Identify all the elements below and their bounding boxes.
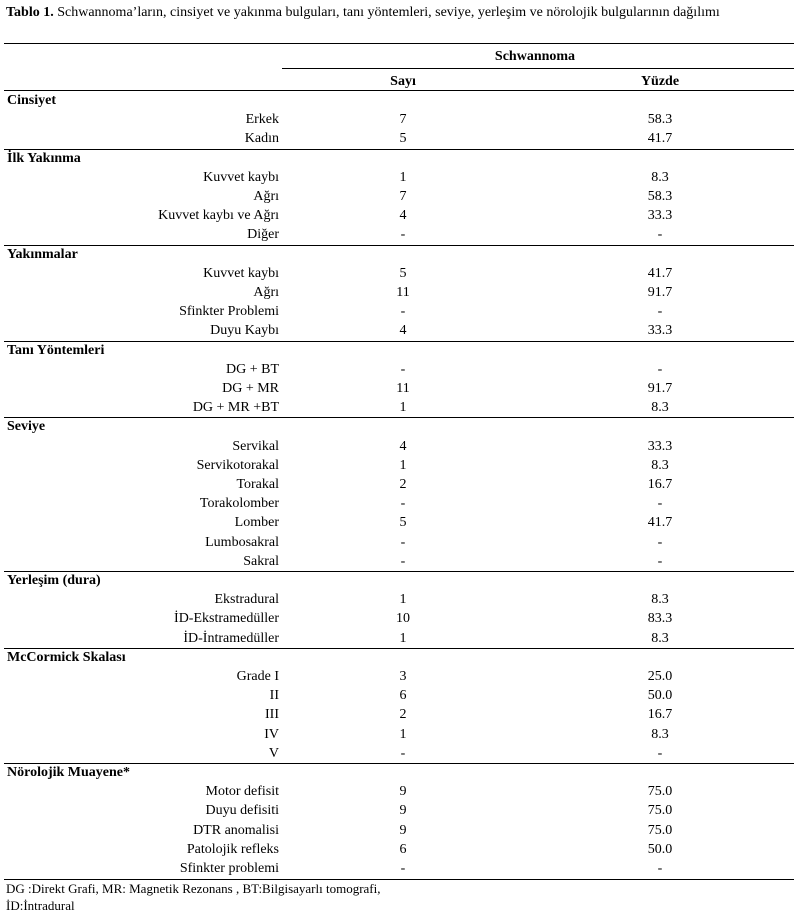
row-count: - <box>400 496 406 511</box>
row-count: - <box>400 304 406 319</box>
table-row <box>0 590 800 609</box>
row-count: 1 <box>399 592 407 607</box>
row-label: DG + MR <box>222 381 279 396</box>
row-count: 4 <box>399 439 407 454</box>
table-row <box>0 187 800 206</box>
row-label: Servikal <box>232 439 279 454</box>
table-row <box>0 437 800 456</box>
row-count: 11 <box>396 381 410 396</box>
table-row <box>0 398 800 417</box>
row-label: Ekstradural <box>214 592 279 607</box>
row-percent: 58.3 <box>647 112 673 127</box>
table-caption-label: Tablo 1. <box>6 5 54 20</box>
row-percent: 8.3 <box>651 400 669 415</box>
row-percent: 25.0 <box>647 669 673 684</box>
table-caption-text: Schwannoma’ların, cinsiyet ve yakınma bulguları, tanı yöntemleri, seviye, yerleşim ve nörolojik bulgularının dağılımı <box>53 5 720 20</box>
row-label: Motor defisit <box>205 784 279 799</box>
row-label: Ağrı <box>253 285 279 300</box>
row-percent: - <box>657 304 663 319</box>
row-percent: 33.3 <box>647 439 673 454</box>
row-percent: - <box>657 362 663 377</box>
row-label: Lumbosakral <box>205 535 279 550</box>
section-header-row <box>0 341 800 360</box>
table-row <box>0 302 800 321</box>
section-title: McCormick Skalası <box>7 650 126 665</box>
table-row <box>0 667 800 686</box>
row-count: 1 <box>399 400 407 415</box>
table-row <box>0 456 800 475</box>
table-row <box>0 168 800 187</box>
row-count: 2 <box>399 477 407 492</box>
section-title: Seviye <box>7 419 46 434</box>
row-label: Sfinkter Problemi <box>179 304 279 319</box>
row-label: Patolojik refleks <box>186 842 279 857</box>
row-count: 7 <box>399 112 407 127</box>
row-count: 5 <box>399 515 407 530</box>
row-label: Duyu defisiti <box>205 803 279 818</box>
column-group-header: Schwannoma <box>494 49 576 64</box>
table-row <box>0 686 800 705</box>
table-row <box>0 360 800 379</box>
row-count: 1 <box>399 170 407 185</box>
row-percent: 50.0 <box>647 688 673 703</box>
table-row <box>0 283 800 302</box>
section-header-row <box>0 149 800 168</box>
row-label: II <box>269 688 279 703</box>
table-row <box>0 840 800 859</box>
section-title: Yakınmalar <box>7 247 78 262</box>
section-title: Tanı Yöntemleri <box>7 343 105 358</box>
row-percent: 8.3 <box>651 631 669 646</box>
table-row <box>0 629 800 648</box>
row-count: - <box>400 861 406 876</box>
row-count: - <box>400 746 406 761</box>
row-count: 6 <box>399 842 407 857</box>
row-label: Ağrı <box>253 189 279 204</box>
row-label: Lomber <box>234 515 279 530</box>
table-row <box>0 552 800 571</box>
row-label: Sfinkter problemi <box>179 861 279 876</box>
table-row <box>0 206 800 225</box>
table-row <box>0 513 800 532</box>
row-count: 6 <box>399 688 407 703</box>
row-count: 2 <box>399 707 407 722</box>
row-percent: 8.3 <box>651 170 669 185</box>
row-count: - <box>400 554 406 569</box>
row-count: 9 <box>399 784 407 799</box>
table-row <box>0 129 800 148</box>
top-rule <box>4 43 794 44</box>
row-percent: 16.7 <box>647 707 673 722</box>
row-percent: 33.3 <box>647 323 673 338</box>
row-label: Grade I <box>236 669 279 684</box>
section-title: Nörolojik Muayene* <box>7 765 131 780</box>
row-label: Sakral <box>243 554 279 569</box>
row-label: IV <box>264 727 279 742</box>
row-percent: - <box>657 535 663 550</box>
table-row <box>0 801 800 820</box>
table-row <box>0 859 800 878</box>
section-header-row <box>0 571 800 590</box>
row-label: Kuvvet kaybı <box>203 170 279 185</box>
table-row <box>0 725 800 744</box>
footnote-line-1: DG :Direkt Grafi, MR: Magnetik Rezonans , BT:Bilgisayarlı tomografi, <box>6 881 381 896</box>
section-header-row <box>0 763 800 782</box>
row-count: 1 <box>399 458 407 473</box>
row-label: Servikotorakal <box>196 458 279 473</box>
row-percent: 75.0 <box>647 803 673 818</box>
row-label: DG + BT <box>225 362 279 377</box>
row-percent: 41.7 <box>647 266 673 281</box>
table-row <box>0 475 800 494</box>
section-title: İlk Yakınma <box>7 151 81 166</box>
table-row <box>0 494 800 513</box>
section-title: Cinsiyet <box>7 93 56 108</box>
row-percent: 33.3 <box>647 208 673 223</box>
table-row <box>0 264 800 283</box>
row-percent: - <box>657 227 663 242</box>
row-count: 4 <box>399 323 407 338</box>
row-count: 3 <box>399 669 407 684</box>
row-label: DTR anomalisi <box>193 823 279 838</box>
section-header-row <box>0 417 800 436</box>
row-count: - <box>400 227 406 242</box>
footnote-line-2: İD:İntradural <box>6 898 75 913</box>
row-count: 5 <box>399 266 407 281</box>
footnote <box>6 880 380 914</box>
row-label: Diğer <box>247 227 279 242</box>
row-count: - <box>400 535 406 550</box>
row-percent: 75.0 <box>647 784 673 799</box>
table-row <box>0 379 800 398</box>
row-label: Duyu Kaybı <box>210 323 279 338</box>
table-caption <box>6 4 786 21</box>
row-percent: 16.7 <box>647 477 673 492</box>
row-percent: - <box>657 861 663 876</box>
group-rule <box>282 68 794 69</box>
row-percent: - <box>657 746 663 761</box>
row-percent: 50.0 <box>647 842 673 857</box>
table-row <box>0 609 800 628</box>
section-header-row <box>0 91 800 110</box>
row-percent: 8.3 <box>651 592 669 607</box>
row-count: - <box>400 362 406 377</box>
section-title: Yerleşim (dura) <box>7 573 101 588</box>
row-label: Torakolomber <box>199 496 279 511</box>
row-label: DG + MR +BT <box>192 400 279 415</box>
row-count: 4 <box>399 208 407 223</box>
row-count: 1 <box>399 631 407 646</box>
table-row <box>0 821 800 840</box>
row-percent: - <box>657 554 663 569</box>
column-header-count: Sayı <box>390 74 416 89</box>
row-percent: 8.3 <box>651 458 669 473</box>
row-label: Erkek <box>245 112 279 127</box>
row-label: Kadın <box>244 131 279 146</box>
table-row <box>0 744 800 763</box>
table-row <box>0 225 800 244</box>
row-count: 11 <box>396 285 410 300</box>
section-header-row <box>0 648 800 667</box>
row-percent: - <box>657 496 663 511</box>
row-count: 5 <box>399 131 407 146</box>
row-count: 9 <box>399 823 407 838</box>
row-percent: 91.7 <box>647 285 673 300</box>
section-header-row <box>0 245 800 264</box>
table-row <box>0 321 800 340</box>
row-label: İD-Ekstramedüller <box>174 611 279 626</box>
column-header-percent: Yüzde <box>640 74 680 89</box>
row-label: Kuvvet kaybı ve Ağrı <box>158 208 279 223</box>
row-percent: 83.3 <box>647 611 673 626</box>
row-percent: 8.3 <box>651 727 669 742</box>
row-percent: 41.7 <box>647 515 673 530</box>
row-label: Torakal <box>236 477 279 492</box>
row-label: III <box>265 707 279 722</box>
row-percent: 75.0 <box>647 823 673 838</box>
row-percent: 91.7 <box>647 381 673 396</box>
table-row <box>0 533 800 552</box>
row-count: 9 <box>399 803 407 818</box>
row-percent: 41.7 <box>647 131 673 146</box>
row-label: İD-İntramedüller <box>183 631 279 646</box>
row-label: V <box>268 746 279 761</box>
row-count: 1 <box>399 727 407 742</box>
row-count: 10 <box>396 611 410 626</box>
table-row <box>0 110 800 129</box>
row-count: 7 <box>399 189 407 204</box>
table-row <box>0 782 800 801</box>
row-label: Kuvvet kaybı <box>203 266 279 281</box>
row-percent: 58.3 <box>647 189 673 204</box>
table-row <box>0 705 800 724</box>
